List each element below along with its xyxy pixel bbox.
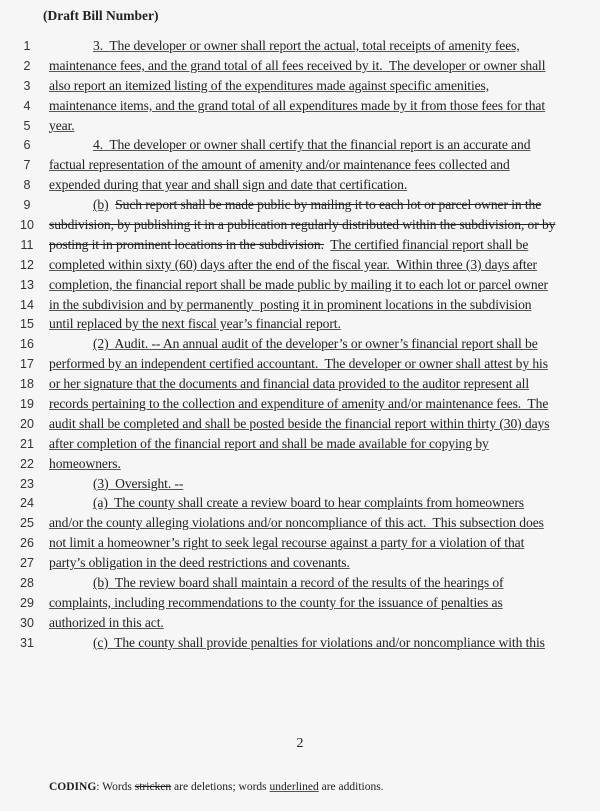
line-text (49, 235, 528, 255)
bill-line (0, 493, 600, 513)
line-number: 4 (23, 98, 31, 113)
coding-label: CODING (49, 781, 97, 793)
line-text (49, 275, 548, 295)
line-number: 23 (20, 476, 34, 491)
line-number: 27 (20, 556, 34, 571)
bill-line (0, 135, 600, 155)
line-number: 28 (20, 576, 34, 591)
underlined-text: (b) The review board shall maintain a record of the results of the hearings of (93, 575, 504, 591)
line-text (49, 414, 549, 434)
line-number: 10 (20, 218, 34, 233)
coding-text-3: are additions. (318, 781, 384, 793)
bill-line (0, 116, 600, 136)
underlined-text: authorized in this act. (49, 614, 164, 630)
line-text (93, 493, 524, 513)
bill-line (0, 513, 600, 533)
coding-text-1: : Words (96, 781, 135, 793)
line-text (49, 76, 489, 96)
bill-line (0, 215, 600, 235)
line-number: 29 (20, 595, 34, 610)
line-text (49, 215, 555, 235)
line-number: 13 (20, 277, 34, 292)
bill-line (0, 374, 600, 394)
underlined-text: 4. The developer or owner shall certify that the financial report is an accurate and (93, 137, 531, 153)
underlined-text: (a) The county shall create a review board to hear complaints from homeowners (93, 495, 524, 511)
stricken-text: posting it in prominent locations in the subdivision. (49, 236, 324, 252)
line-text (49, 613, 164, 633)
bill-line (0, 195, 600, 215)
line-text (49, 533, 524, 553)
underlined-text: (2) Audit. -- An annual audit of the developer’s or owner’s financial report shall be (93, 336, 538, 352)
underlined-text: performed by an independent certified accountant. The developer or owner shall attest by his (49, 356, 548, 372)
underlined-text: completed within sixty (60) days after the end of the fiscal year. Within three (3) days after (49, 256, 537, 272)
line-text (49, 155, 510, 175)
bill-line (0, 175, 600, 195)
bill-line (0, 295, 600, 315)
line-text (93, 474, 183, 494)
bill-line (0, 633, 600, 653)
underlined-text: party’s obligation in the deed restrictions and covenants. (49, 555, 350, 571)
line-text (49, 255, 537, 275)
bill-line (0, 553, 600, 573)
page-number: 2 (296, 736, 304, 751)
line-number: 12 (20, 257, 34, 272)
underlined-text: or her signature that the documents and financial data provided to the auditor represent all (49, 376, 530, 392)
underlined-text: (b) (93, 197, 109, 213)
line-number: 3 (23, 78, 31, 93)
underlined-text: complaints, including recommendations to the county for the issuance of penalties as (49, 594, 503, 610)
line-number: 24 (20, 496, 34, 511)
coding-legend (49, 781, 384, 793)
underlined-text: and/or the county alleging violations and/or noncompliance of this act. This subsection does (49, 515, 544, 531)
bill-line (0, 394, 600, 414)
coding-text-2: are deletions; words (171, 781, 270, 793)
line-text (49, 314, 341, 334)
line-number: 21 (20, 436, 34, 451)
underlined-text: not limit a homeowner’s right to seek legal recourse against a party for a violation of that (49, 535, 525, 551)
bill-line (0, 76, 600, 96)
line-text (49, 374, 529, 394)
underlined-text: until replaced by the next fiscal year’s financial report. (49, 316, 341, 332)
line-number: 19 (20, 397, 34, 412)
line-number: 2 (23, 58, 31, 73)
bill-line (0, 474, 600, 494)
bill-line (0, 36, 600, 56)
line-text (93, 633, 545, 653)
line-text (93, 135, 530, 155)
line-number: 7 (23, 158, 31, 173)
line-number: 5 (23, 118, 31, 133)
stricken-text: Such report shall be made public by mailing it to each lot or parcel owner in the (115, 197, 542, 213)
underlined-text: The certified financial report shall be (330, 236, 529, 252)
underlined-text: year. (49, 117, 75, 133)
line-text (93, 36, 520, 56)
line-number: 18 (20, 377, 34, 392)
line-number: 20 (20, 416, 34, 431)
underlined-text: expended during that year and shall sign and date that certification. (49, 177, 408, 193)
line-number: 8 (23, 178, 31, 193)
bill-line (0, 334, 600, 354)
coding-stricken-example: stricken (134, 781, 172, 793)
bill-line (0, 235, 600, 255)
line-number: 11 (20, 237, 34, 252)
line-text (49, 394, 548, 414)
underlined-text: factual representation of the amount of amenity and/or maintenance fees collected and (49, 157, 510, 173)
bill-line (0, 414, 600, 434)
line-number: 15 (20, 317, 34, 332)
underlined-text: after completion of the financial report and shall be made available for copying by (49, 435, 489, 451)
line-number: 26 (20, 536, 34, 551)
bill-line (0, 354, 600, 374)
bill-text-body (0, 36, 600, 653)
underlined-text: maintenance fees, and the grand total of all fees received by it. The developer or owner shall (49, 57, 546, 73)
line-text (93, 573, 503, 593)
underlined-text: completion, the financial report shall be made public by mailing it to each lot or parcel owner (49, 276, 548, 292)
line-text (93, 334, 538, 354)
line-text (49, 175, 407, 195)
stricken-text: subdivision, by publishing it in a publication regularly distributed within the subdivision, or by (49, 217, 556, 233)
line-text (49, 553, 350, 573)
line-number: 9 (23, 198, 31, 213)
bill-line (0, 454, 600, 474)
line-text (49, 593, 503, 613)
bill-line (0, 434, 600, 454)
line-number: 31 (20, 635, 34, 650)
line-number: 25 (20, 516, 34, 531)
bill-line (0, 96, 600, 116)
draft-bill-header: (Draft Bill Number) (43, 8, 159, 23)
coding-underlined-example: underlined (269, 781, 319, 793)
underlined-text: (3) Oversight. -- (93, 475, 184, 491)
line-text (49, 116, 75, 136)
underlined-text: homeowners. (49, 455, 121, 471)
underlined-text: audit shall be completed and shall be posted beside the financial report within thirty (30) days (49, 415, 550, 431)
bill-line (0, 613, 600, 633)
bill-line (0, 255, 600, 275)
line-text (49, 454, 121, 474)
underlined-text: (c) The county shall provide penalties for violations and/or noncompliance with this (93, 634, 545, 650)
line-number: 30 (20, 615, 34, 630)
line-number: 22 (20, 456, 34, 471)
bill-line (0, 593, 600, 613)
line-number: 1 (23, 39, 31, 53)
line-text (93, 195, 541, 215)
line-number: 17 (20, 357, 34, 372)
line-number: 6 (23, 138, 31, 153)
line-text (49, 56, 545, 76)
underlined-text: also report an itemized listing of the expenditures made against specific amenities, (49, 77, 490, 93)
underlined-text: maintenance items, and the grand total of all expenditures made by it from those fees for that (49, 97, 546, 113)
line-text (49, 96, 545, 116)
underlined-text: in the subdivision and by permanently posting it in prominent locations in the subdivision (49, 296, 532, 312)
bill-line (0, 275, 600, 295)
bill-line (0, 56, 600, 76)
underlined-text: records pertaining to the collection and expenditure of amenity and/or maintenance fees. The (49, 396, 549, 412)
line-text (49, 354, 548, 374)
bill-line (0, 533, 600, 553)
bill-line (0, 314, 600, 334)
bill-line (0, 573, 600, 593)
line-text (49, 295, 532, 315)
line-number: 16 (20, 337, 34, 352)
line-number: 14 (20, 297, 34, 312)
underlined-text: 3. The developer or owner shall report the actual, total receipts of amenity fees, (93, 38, 520, 53)
line-text (49, 434, 489, 454)
bill-line (0, 155, 600, 175)
line-text (49, 513, 544, 533)
